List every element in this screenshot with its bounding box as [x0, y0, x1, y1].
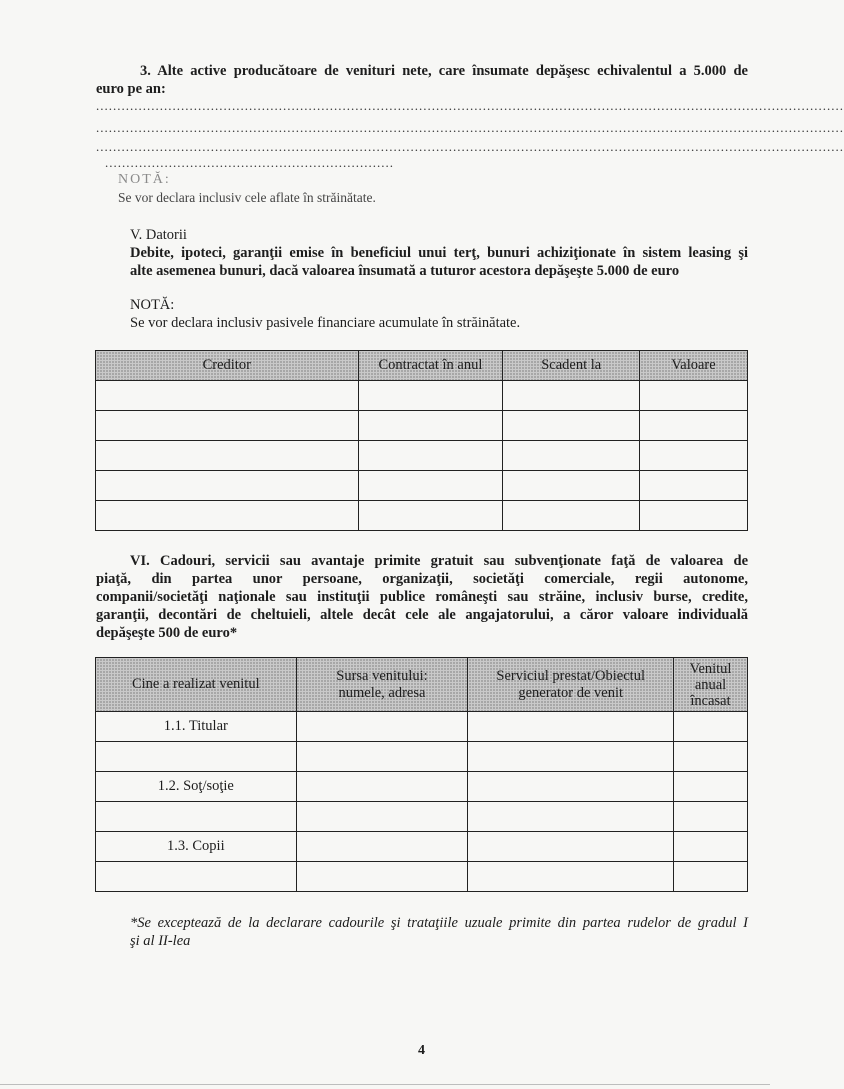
table-row — [96, 742, 748, 772]
table-cell[interactable] — [96, 471, 359, 501]
table-row — [96, 441, 748, 471]
table-row — [96, 712, 748, 742]
table-cell[interactable] — [296, 862, 468, 892]
dotted-line: .................................................................... — [105, 155, 394, 170]
page-number: 4 — [418, 1043, 425, 1058]
table-cell[interactable] — [358, 441, 503, 471]
table-cell[interactable] — [296, 802, 468, 832]
table-cell[interactable] — [96, 381, 359, 411]
table-cell[interactable] — [503, 441, 640, 471]
table-cell[interactable] — [640, 381, 748, 411]
table-cell[interactable] — [640, 441, 748, 471]
table-cell[interactable] — [503, 381, 640, 411]
table-cell[interactable] — [640, 501, 748, 531]
gifts-table — [95, 657, 748, 892]
debts-table — [95, 350, 748, 531]
sectionV-title: V. Datorii — [130, 227, 187, 243]
table-cell[interactable] — [640, 471, 748, 501]
table-cell[interactable] — [468, 862, 674, 892]
gifts-header-service-line2: generator de venit — [518, 684, 624, 701]
gifts-header-service-line1: Serviciul prestat/Obiectul — [496, 667, 645, 684]
sectionVI-line3: companii/societăţi naţionale sau instituţii publice româneşti sau străine, inclusiv burse, credite, — [96, 589, 748, 605]
gifts-header-source — [296, 658, 468, 712]
row-label: 1.1. Titular — [96, 712, 297, 742]
table-row — [96, 501, 748, 531]
gifts-header-income-line1: Venitul — [689, 660, 732, 677]
section3-nota-text: Se vor declara inclusiv cele aflate în străinătate. — [118, 190, 376, 205]
table-cell[interactable] — [296, 772, 468, 802]
table-cell[interactable] — [503, 471, 640, 501]
debts-header-value: Valoare — [640, 351, 748, 381]
dotted-line: ................................................................................................................................................................................ — [96, 120, 844, 135]
debts-header-due: Scadent la — [503, 351, 640, 381]
gifts-header-service — [468, 658, 674, 712]
table-cell[interactable] — [358, 501, 503, 531]
table-cell[interactable] — [358, 471, 503, 501]
table-cell[interactable] — [96, 501, 359, 531]
table-cell[interactable] — [358, 381, 503, 411]
table-cell[interactable] — [96, 441, 359, 471]
dotted-line: ................................................................................................................................................................................ — [96, 139, 844, 154]
row-label — [96, 862, 297, 892]
table-cell[interactable] — [674, 802, 748, 832]
table-cell[interactable] — [296, 832, 468, 862]
gifts-header-income — [674, 658, 748, 712]
section3-heading-line2: euro pe an: — [96, 81, 166, 97]
sectionV-desc-line1: Debite, ipoteci, garanţii emise în beneficiul unui terţ, bunuri achiziţionate în sistem leasing şi — [130, 245, 748, 261]
table-row — [96, 802, 748, 832]
section3-heading-line1: 3. Alte active producătoare de venituri nete, care însumate depăşesc echivalentul a 5.000 de — [140, 63, 748, 79]
debts-header-contracted: Contractat în anul — [358, 351, 503, 381]
table-row — [96, 772, 748, 802]
gifts-header-income-line3: încasat — [690, 692, 731, 709]
dotted-line: ................................................................................................................................................................................ — [96, 98, 844, 113]
table-row — [96, 471, 748, 501]
gifts-header-income-line2: anual — [694, 676, 727, 693]
table-cell[interactable] — [468, 832, 674, 862]
table-row — [96, 832, 748, 862]
debts-header-creditor: Creditor — [96, 351, 359, 381]
row-label: 1.3. Copii — [96, 832, 297, 862]
footnote-line1: *Se exceptează de la declarare cadourile şi trataţiile uzuale primite din partea rudelor de gradul I — [130, 915, 748, 931]
table-cell[interactable] — [674, 832, 748, 862]
table-cell[interactable] — [503, 501, 640, 531]
table-cell[interactable] — [640, 411, 748, 441]
row-label — [96, 742, 297, 772]
table-cell[interactable] — [674, 712, 748, 742]
sectionV-nota-text: Se vor declara inclusiv pasivele financiare acumulate în străinătate. — [130, 315, 521, 331]
table-cell[interactable] — [468, 802, 674, 832]
sectionV-desc-line2: alte asemenea bunuri, dacă valoarea însumată a tuturor acestora depăşeşte 5.000 de euro — [130, 263, 680, 279]
table-cell[interactable] — [674, 862, 748, 892]
gifts-header-who: Cine a realizat venitul — [96, 658, 297, 712]
gifts-header-source-line2: numele, adresa — [338, 684, 426, 701]
table-cell[interactable] — [296, 742, 468, 772]
table-row — [96, 381, 748, 411]
table-cell[interactable] — [674, 772, 748, 802]
table-cell[interactable] — [468, 742, 674, 772]
table-row — [96, 411, 748, 441]
table-cell[interactable] — [468, 772, 674, 802]
section3-nota-label: NOTĂ: — [118, 172, 171, 187]
table-cell[interactable] — [358, 411, 503, 441]
table-cell[interactable] — [296, 712, 468, 742]
table-cell[interactable] — [503, 411, 640, 441]
table-cell[interactable] — [468, 712, 674, 742]
table-cell[interactable] — [674, 742, 748, 772]
table-row — [96, 862, 748, 892]
gifts-header-source-line1: Sursa venitului: — [336, 667, 428, 684]
sectionVI-line2: piaţă, din partea unor persoane, organizaţii, societăţi comerciale, regii autonome, — [96, 571, 748, 587]
row-label: 1.2. Soţ/soţie — [96, 772, 297, 802]
sectionV-nota-label: NOTĂ: — [130, 297, 175, 313]
footnote-line2: şi al II-lea — [130, 933, 191, 949]
sectionVI-line4: garanţii, decontări de cheltuieli, altele decât cele ale angajatorului, a căror valoare individuală — [96, 607, 748, 623]
page-bottom-edge — [0, 1084, 770, 1085]
sectionVI-line5: depăşeşte 500 de euro* — [96, 625, 238, 641]
row-label — [96, 802, 297, 832]
table-cell[interactable] — [96, 411, 359, 441]
sectionVI-line1: VI. Cadouri, servicii sau avantaje primite gratuit sau subvenţionate faţă de valoarea de — [130, 553, 748, 569]
